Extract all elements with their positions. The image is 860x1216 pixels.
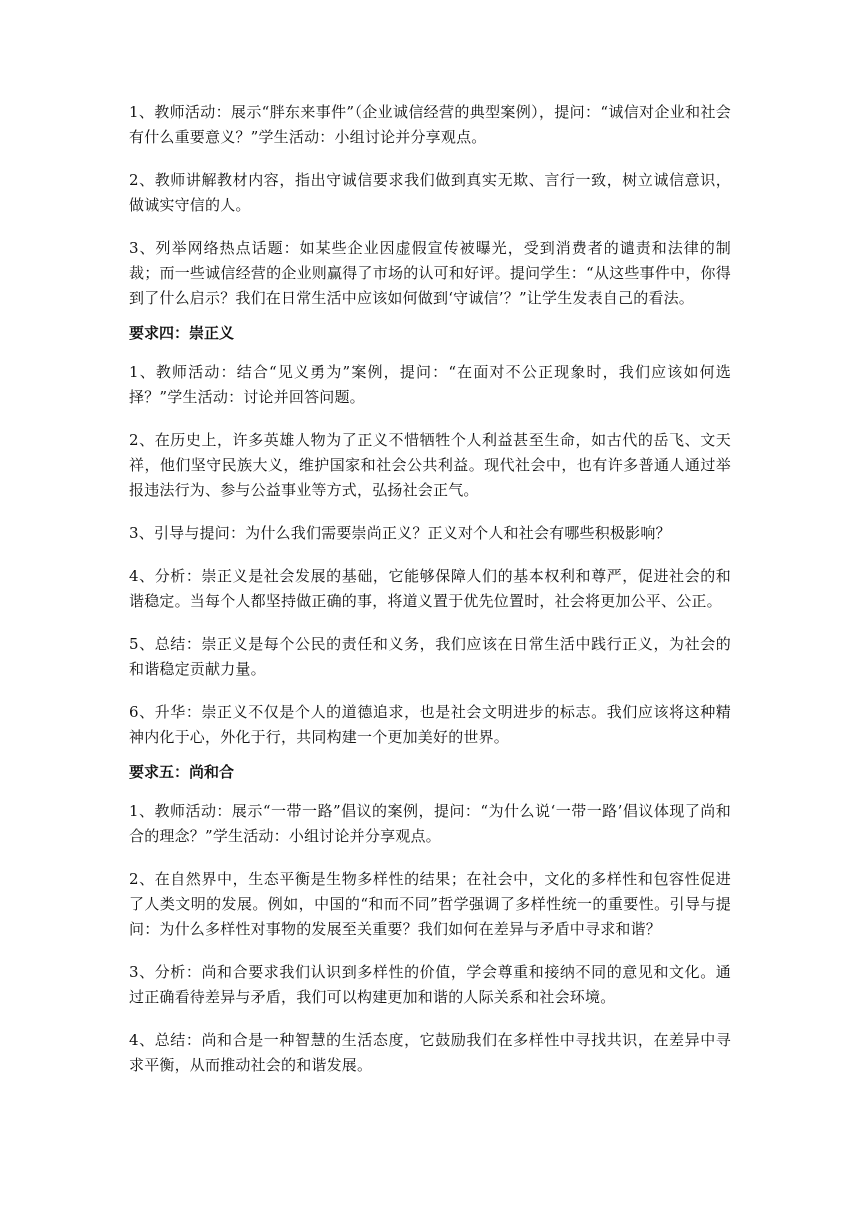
paragraph: 2、在自然界中，生态平衡是生物多样性的结果；在社会中，文化的多样性和包容性促进了人类文明的发展。例如，中国的“和而不同”哲学强调了多样性统一的重要性。引导与提问：为什么多样性对事物的发展至关重要？我们如何在差异与矛盾中寻求和谐？ [129, 870, 731, 938]
paragraph: 6、升华：崇正义不仅是个人的道德追求，也是社会文明进步的标志。我们应该将这种精神内化于心，外化于行，共同构建一个更加美好的世界。 [129, 703, 731, 746]
section-heading-shang-hehe: 要求五：尚和合 [129, 763, 235, 781]
section-heading-chong-zhengyi: 要求四：崇正义 [129, 324, 235, 342]
paragraph: 5、总结：崇正义是每个公民的责任和义务，我们应该在日常生活中践行正义，为社会的和谐稳定贡献力量。 [129, 635, 731, 678]
paragraph: 1、教师活动：结合“见义勇为”案例，提问：“在面对不公正现象时，我们应该如何选择？”学生活动：讨论并回答问题。 [129, 363, 731, 406]
paragraph: 1、教师活动：展示“一带一路”倡议的案例，提问：“为什么说‘一带一路’倡议体现了尚和合的理念？”学生活动：小组讨论并分享观点。 [129, 802, 731, 845]
paragraph: 2、教师讲解教材内容，指出守诚信要求我们做到真实无欺、言行一致，树立诚信意识，做诚实守信的人。 [129, 171, 731, 214]
document-page [129, 100, 731, 1096]
paragraph: 3、引导与提问：为什么我们需要崇尚正义？正义对个人和社会有哪些积极影响？ [129, 524, 671, 542]
paragraph: 2、在历史上，许多英雄人物为了正义不惜牺牲个人利益甚至生命，如古代的岳飞、文天祥，他们坚守民族大义，维护国家和社会公共利益。现代社会中，也有许多普通人通过举报违法行为、参与公益事业等方式，弘扬社会正气。 [129, 431, 731, 499]
paragraph: 4、总结：尚和合是一种智慧的生活态度，它鼓励我们在多样性中寻找共识，在差异中寻求平衡，从而推动社会的和谐发展。 [129, 1031, 731, 1074]
paragraph: 3、列举网络热点话题：如某些企业因虚假宣传被曝光，受到消费者的谴责和法律的制裁；而一些诚信经营的企业则赢得了市场的认可和好评。提问学生：“从这些事件中，你得到了什么启示？我们在日常生活中应该如何做到‘守诚信’？”让学生发表自己的看法。 [129, 239, 731, 307]
paragraph: 3、分析：尚和合要求我们认识到多样性的价值，学会尊重和接纳不同的意见和文化。通过正确看待差异与矛盾，我们可以构建更加和谐的人际关系和社会环境。 [129, 963, 731, 1006]
paragraph: 1、教师活动：展示“胖东来事件”（企业诚信经营的典型案例），提问：“诚信对企业和社会有什么重要意义？”学生活动：小组讨论并分享观点。 [129, 103, 731, 146]
paragraph: 4、分析：崇正义是社会发展的基础，它能够保障人们的基本权利和尊严，促进社会的和谐稳定。当每个人都坚持做正确的事，将道义置于优先位置时，社会将更加公平、公正。 [129, 567, 731, 610]
